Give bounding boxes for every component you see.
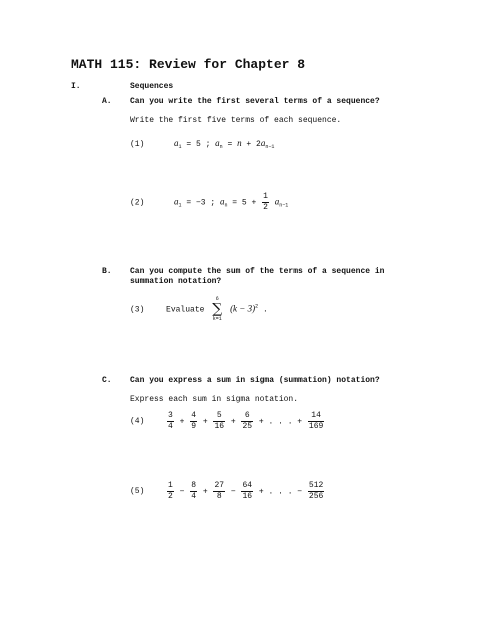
problem-4: (4) $\frac{3}{4}$ + $\frac{4}{9}$ + $\frac{5}{16}$ + $\frac{6}{25}$ + . . . + $\frac{14}{169}$ xyxy=(130,411,324,431)
problem-1: (1) $a_1 = 5$ ; $a_n = n + 2a_{n-1}$ xyxy=(130,138,275,150)
part-c-instruction: Express each sum in sigma notation. xyxy=(130,395,299,404)
part-c-question: Can you express a sum in sigma (summation) notation? xyxy=(130,376,380,385)
section-number: I. xyxy=(71,82,81,91)
part-a-instruction: Write the first five terms of each sequence. xyxy=(130,116,342,125)
problem-4-number: (4) xyxy=(130,417,145,426)
problem-5-number: (5) xyxy=(130,487,145,496)
fraction: $\frac{8}{4}$ xyxy=(191,481,197,501)
fraction: $\frac{3}{4}$ xyxy=(168,411,173,431)
sigma-symbol: 6 ∑ k=1 xyxy=(212,296,223,322)
part-a-question: Can you write the first several terms of a sequence? xyxy=(130,97,380,106)
page-title: MATH 115: Review for Chapter 8 xyxy=(71,57,306,72)
problem-3-number: (3) xyxy=(130,305,145,315)
part-a-letter: A. xyxy=(102,97,112,106)
fraction: $\frac{5}{16}$ xyxy=(214,411,225,431)
fraction: $\frac{27}{8}$ xyxy=(214,481,225,501)
part-b-question-line1: Can you compute the sum of the terms of a sequence in xyxy=(130,267,385,276)
fraction: $\frac{14}{169}$ xyxy=(308,411,324,431)
problem-3: (3) Evaluate 6 ∑ k=1 $(k - 3)^2$ . xyxy=(130,296,268,322)
problem-1-number: (1) xyxy=(130,140,145,149)
fraction: $\frac{1}{2}$ xyxy=(263,192,268,212)
problem-2-number: (2) xyxy=(130,198,145,208)
problem-5: (5) $\frac{1}{2}$ − $\frac{8}{4}$ + $\frac{27}{8}$ − $\frac{64}{16}$ + . . . − $\frac{512}{256}$ xyxy=(130,481,324,501)
part-b-question-line2: summation notation? xyxy=(130,277,222,286)
fraction: $\frac{64}{16}$ xyxy=(242,481,253,501)
part-c-letter: C. xyxy=(102,376,112,385)
problem-2: (2) $a_1 = -3$ ; $a_n = 5$ + $\frac{1}{2}$ $a_{n-1}$ xyxy=(130,192,289,212)
section-label: Sequences xyxy=(130,82,174,91)
part-b-letter: B. xyxy=(102,267,112,276)
fraction: $\frac{1}{2}$ xyxy=(168,481,173,501)
evaluate-label: Evaluate xyxy=(166,305,205,315)
fraction: $\frac{512}{256}$ xyxy=(308,481,324,501)
fraction: $\frac{4}{9}$ xyxy=(191,411,197,431)
fraction: $\frac{6}{25}$ xyxy=(242,411,253,431)
